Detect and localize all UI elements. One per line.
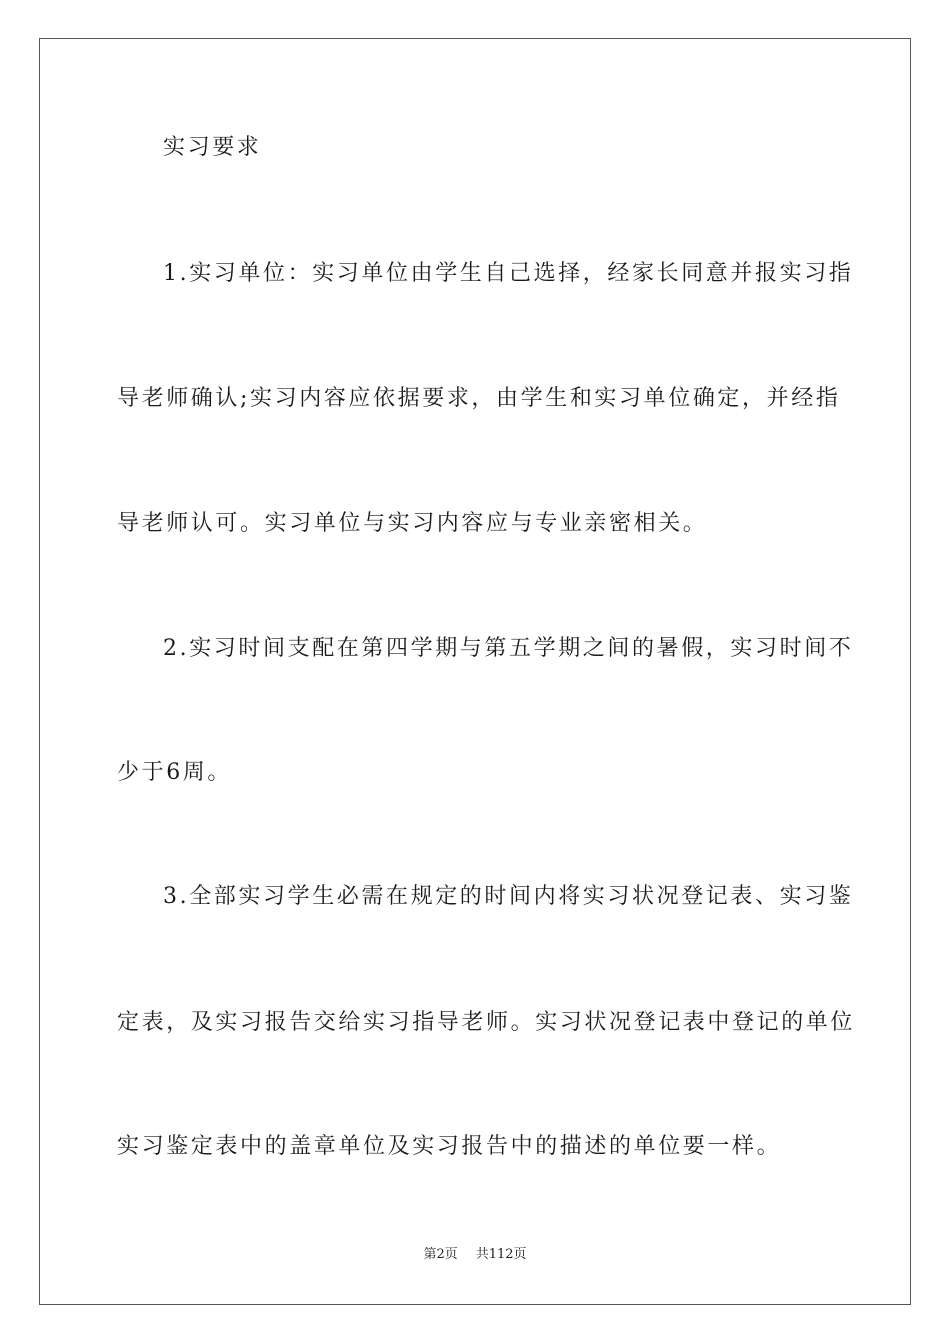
paragraph-line-1: 1.实习单位：实习单位由学生自己选择，经家长同意并报实习指: [163, 261, 854, 286]
page-frame: [39, 38, 911, 1305]
paragraph-line-4: 2.实习时间支配在第四学期与第五学期之间的暑假，实习时间不: [163, 636, 854, 661]
paragraph-line-7: 定表，及实习报告交给实习指导老师。实习状况登记表中登记的单位: [117, 1010, 856, 1035]
paragraph-line-8: 实习鉴定表中的盖章单位及实习报告中的描述的单位要一样。: [117, 1134, 782, 1159]
page-number-current: 第2页: [423, 1247, 458, 1262]
page-footer: [0, 1247, 950, 1263]
paragraph-line-6: 3.全部实习学生必需在规定的时间内将实习状况登记表、实习鉴: [163, 884, 854, 909]
section-heading: 实习要求: [163, 135, 262, 160]
page-number-total: 共112页: [475, 1247, 527, 1262]
paragraph-line-3: 导老师认可。实习单位与实习内容应与专业亲密相关。: [117, 511, 708, 536]
paragraph-line-2: 导老师确认;实习内容应依据要求，由学生和实习单位确定，并经指: [117, 386, 841, 411]
paragraph-line-5: 少于6周。: [117, 760, 232, 785]
